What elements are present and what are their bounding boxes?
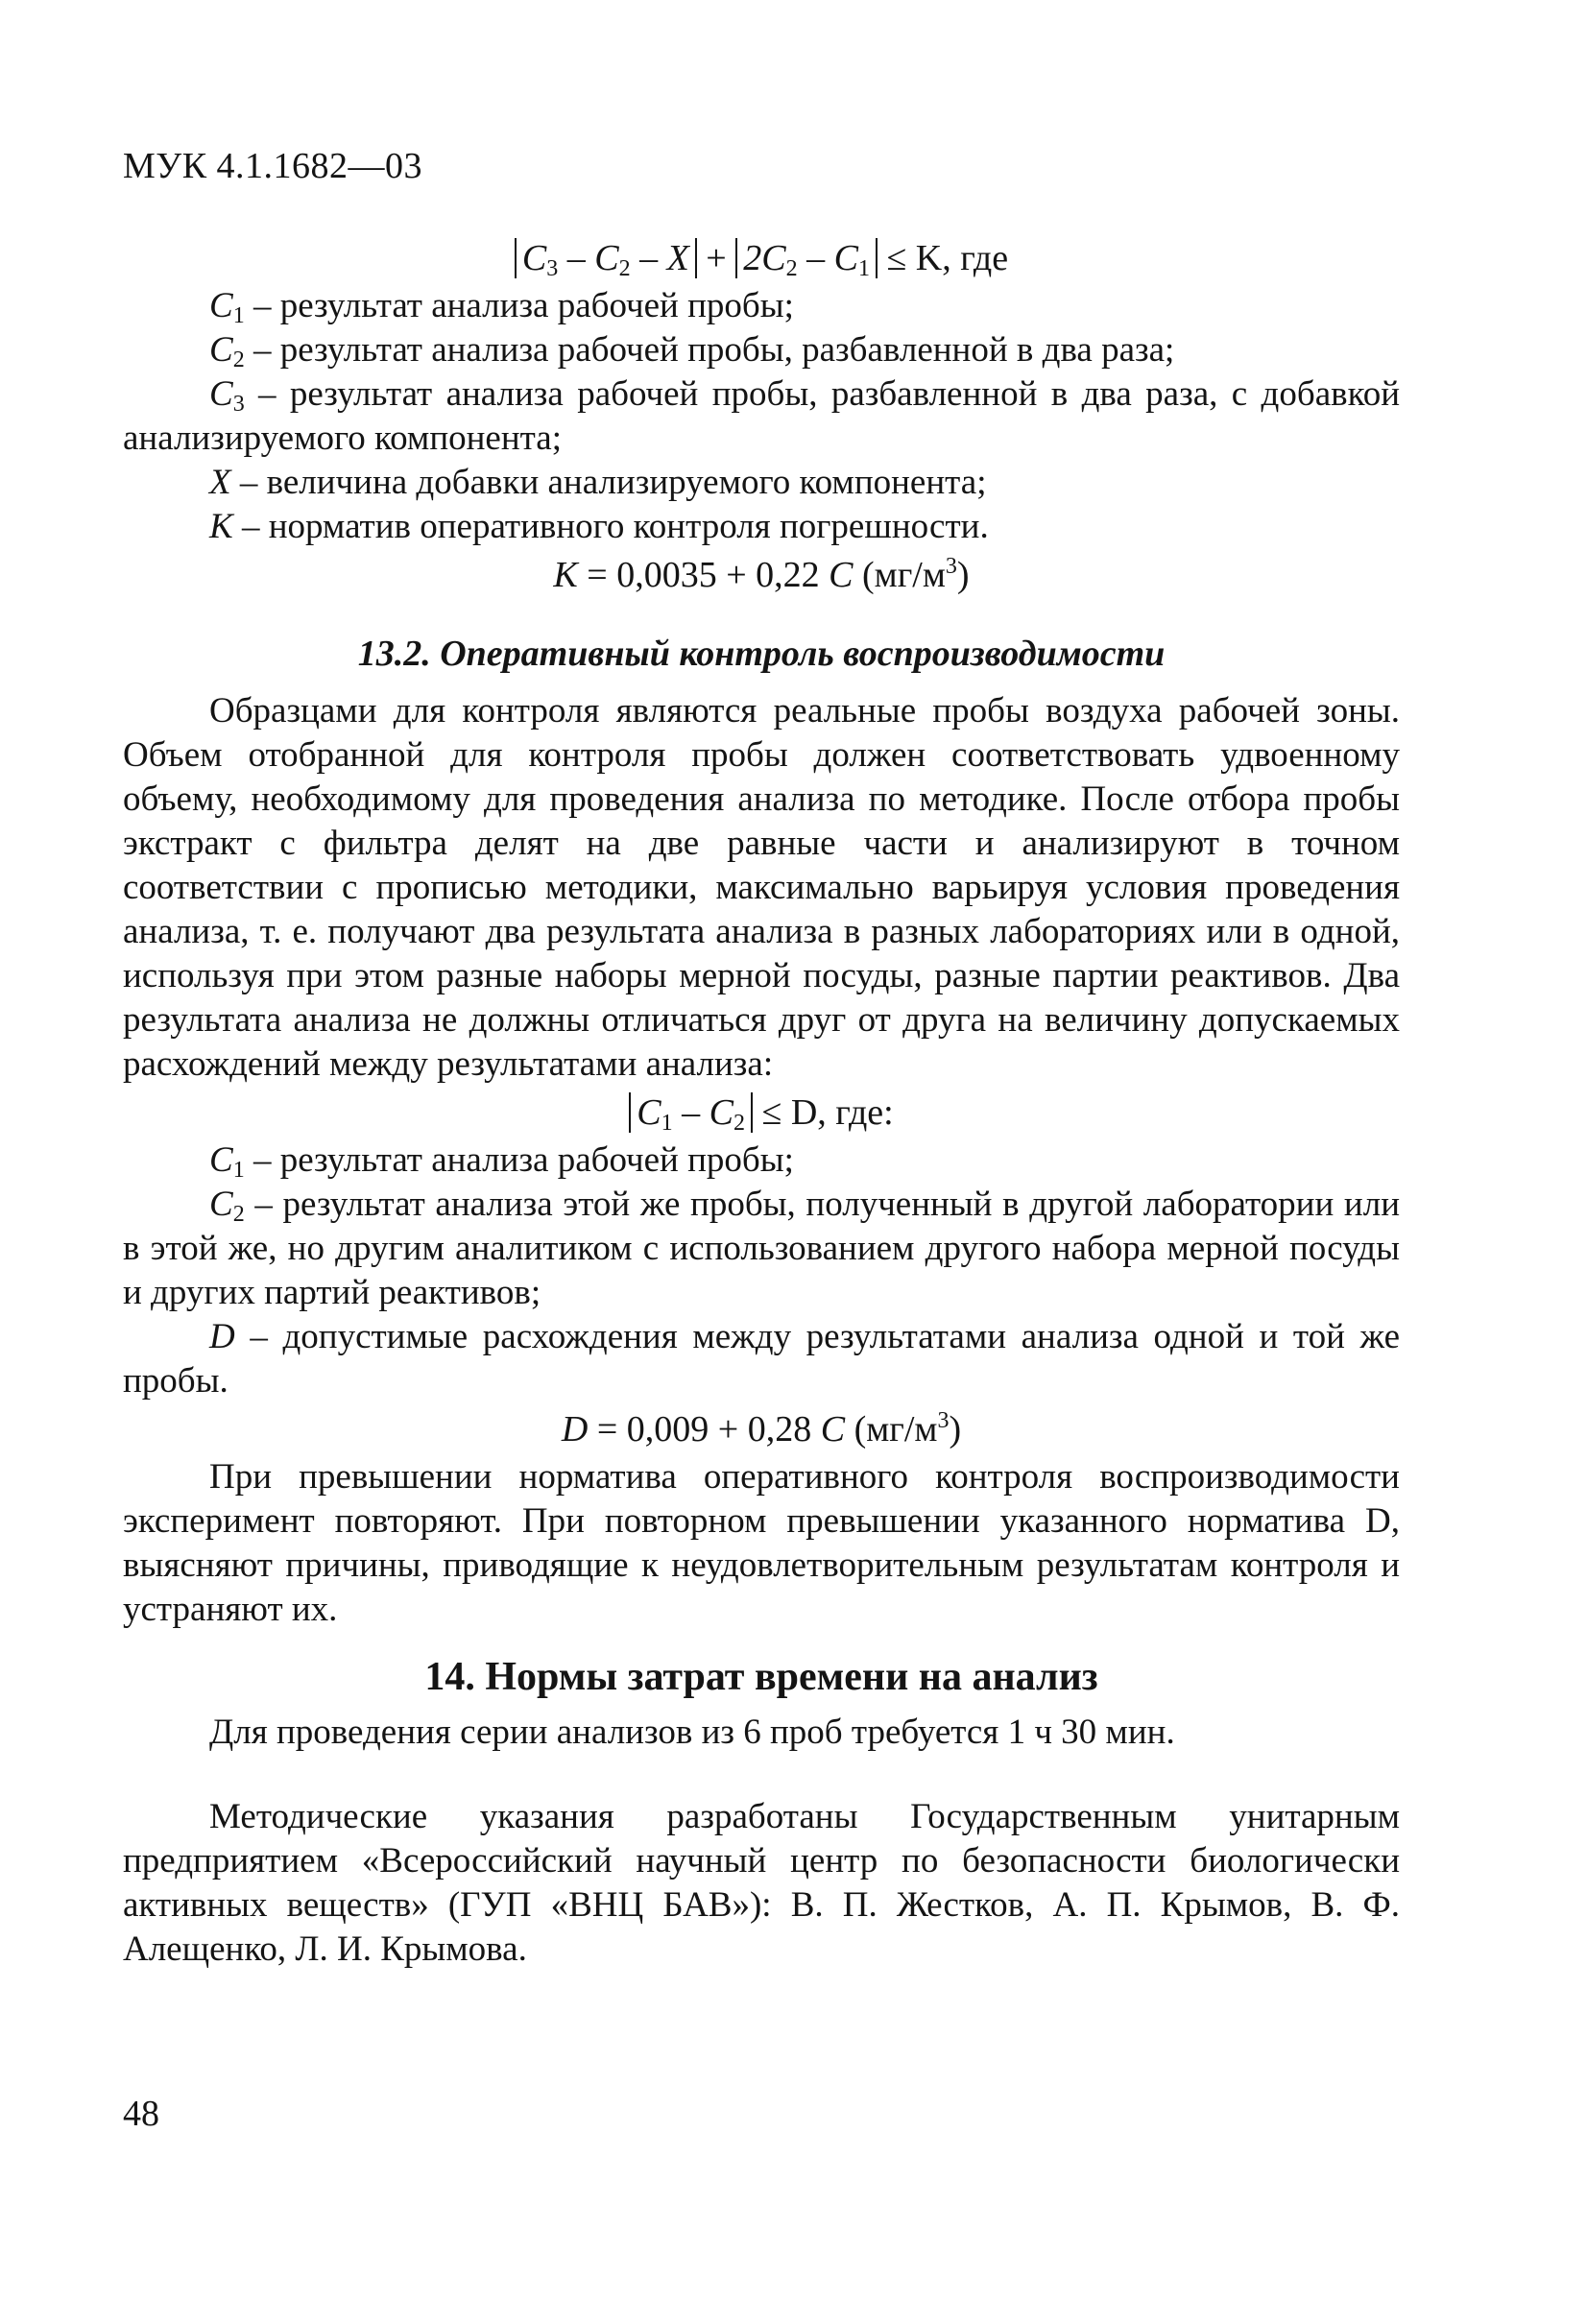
document-header: МУК 4.1.1682—03 <box>123 146 423 186</box>
formula-k: K = 0,0035 + 0,22 C $(мг/м^3)$ <box>553 554 970 595</box>
formula-d: D = 0,009 + 0,28 C $(мг/м^3)$ <box>561 1408 962 1450</box>
definition-item: X – величина добавки анализируемого компонента; <box>209 463 987 502</box>
definition-item: $C_2$ – результат анализа этой же пробы, полученный в другой лаборатории или в этой же, но другим аналитиком с использованием другого набора мерной посуды и других партий реактивов; <box>123 1185 1400 1312</box>
spacer <box>123 1755 1400 1795</box>
abs-term: $C_1 - C_2$ <box>629 1092 753 1133</box>
paragraph-exceedance: При превышении норматива оперативного контроля воспроизводимости эксперимент повторяют. При повторном превышении указанного норматива D, выясняют причины, приводящие к неудовлетворительным результатам контроля и устраняют их. <box>123 1457 1400 1629</box>
abs-term-2: $2C_2 - C_1$ <box>735 238 878 278</box>
document-page <box>123 144 1400 1972</box>
definitions-1 <box>123 284 1400 549</box>
paragraph-authors: Методические указания разработаны Государственным унитарным предприятием «Всероссийский научный центр по безопасности биологически активных веществ» (ГУП «ВНЦ БАВ»): В. П. Жестков, А. П. Крымов, В. Ф. Алещенко, Л. И. Крымова. <box>123 1797 1400 1969</box>
definition-item: $C_2$ – результат анализа рабочей пробы, разбавленной в два раза; <box>209 330 1175 372</box>
abs-term-1: $C_3 - C_2$ – X <box>515 238 697 278</box>
formula-reproducibility: $C_1 - C_2 \le D$, где: <box>123 1090 1400 1135</box>
definition-item: D – допустимые расхождения между результатами анализа одной и той же пробы. <box>123 1317 1400 1401</box>
subsection-title: 13.2. Оперативный контроль воспроизводимости <box>357 634 1166 674</box>
definition-item: $C_1$ – результат анализа рабочей пробы; <box>209 286 794 328</box>
definition-item: $C_3$ – результат анализа рабочей пробы, разбавленной в два раза, с добавкой анализируемого компонента; <box>123 374 1400 458</box>
page-number: 48 <box>123 2094 159 2134</box>
paragraph-time-norm: Для проведения серии анализов из 6 проб требуется 1 ч 30 мин. <box>209 1713 1175 1752</box>
section-title: 14. Нормы затрат времени на анализ <box>424 1655 1098 1699</box>
definition-item: K – норматив оперативного контроля погрешности. <box>209 507 989 546</box>
formula-accuracy-control: $C_3 - C_2 - X + 2C_2 - C_1 \le K$, где <box>123 236 1400 280</box>
definitions-2 <box>123 1138 1400 1403</box>
paragraph-reproducibility: Образцами для контроля являются реальные пробы воздуха рабочей зоны. Объем отобранной для контроля пробы должен соответствовать удвоенному объему, необходимому для проведения анализа по методике. После отбора пробы экстракт с фильтра делят на две равные части и анализируют в точном соответствии с прописью методики, максимально варьируя условия проведения анализа, т. е. получают два результата анализа в разных лабораториях или в одной, используя при этом разные наборы мерной посуды, разные партии реактивов. Два результата анализа не должны отличаться друг от друга на величину допускаемых расхождений между результатами анализа: <box>123 691 1400 1084</box>
definition-item: $C_1$ – результат анализа рабочей пробы; <box>209 1140 794 1183</box>
